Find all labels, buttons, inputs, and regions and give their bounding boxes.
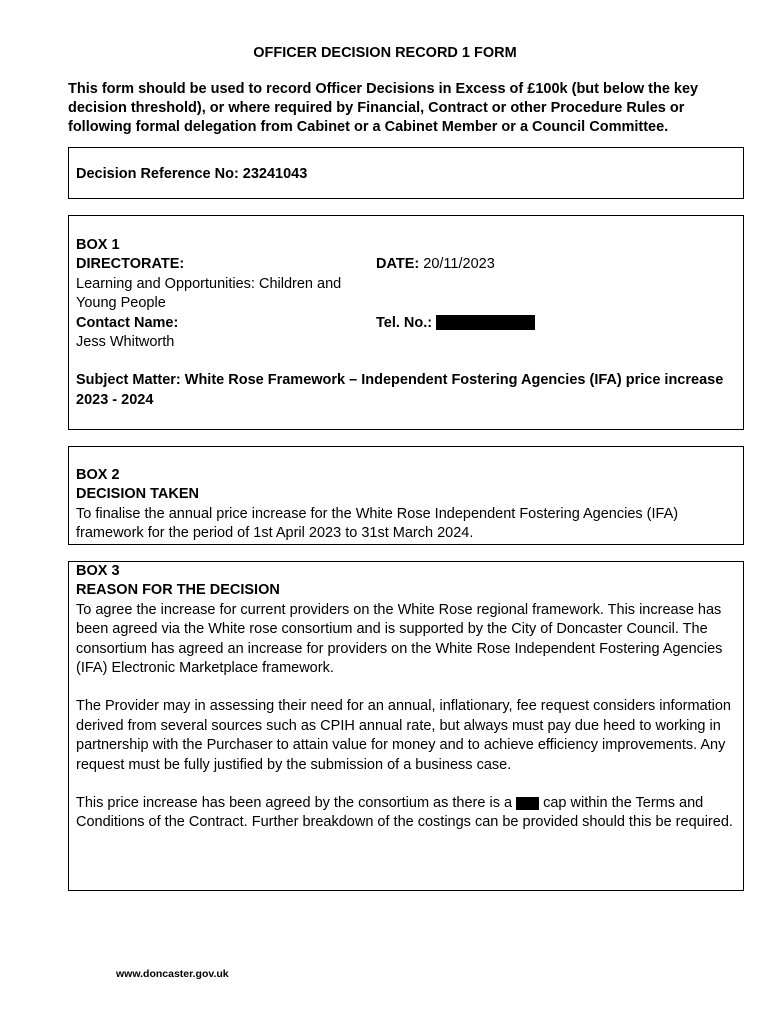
reason-paragraph-3-end: cap within the Terms and Conditions of the Contract. Further breakdown of the costings can be provided should this be required. bbox=[76, 795, 733, 831]
reason-paragraph-1: To agree the increase for current providers on the White Rose regional framework. This increase has been agreed via the White rose consortium and is supported by the City of Doncaster Council. The consortium has agreed an increase for providers on the White Rose Independent Fostering Agencies (IFA) Electronic Marketplace framework. bbox=[76, 601, 723, 677]
reason-paragraph-2: The Provider may in assessing their need for an annual, inflationary, fee request considers information derived from several sources such as CPIH annual rate, but always must pay due heed to working in partnership with the Purchaser to attain value for money and to achieve efficiency improvements. Any request must be fully justified by the submission of a business case. bbox=[76, 698, 731, 773]
contact-name-label: Contact Name: bbox=[76, 314, 179, 331]
decision-taken-text: To finalise the annual price increase for the White Rose Independent Fostering Agencies (IFA) framework for the period of 1st April 2023 to 31st March 2024. bbox=[76, 505, 679, 542]
decision-reference: Decision Reference No: 23241043 bbox=[76, 166, 308, 182]
box-2 bbox=[68, 446, 744, 545]
date-label: DATE: bbox=[376, 256, 420, 273]
directorate-value: Learning and Opportunities: Children and Young People bbox=[76, 275, 342, 312]
cap-redaction bbox=[516, 797, 539, 810]
box-2-heading: BOX 2 bbox=[76, 467, 120, 483]
reason-paragraph-3 bbox=[76, 794, 736, 833]
form-title: OFFICER DECISION RECORD 1 FORM bbox=[253, 45, 517, 61]
directorate-label: DIRECTORATE: bbox=[76, 256, 185, 273]
contact-name-value: Jess Whitworth bbox=[76, 334, 175, 351]
decision-taken-heading: DECISION TAKEN bbox=[76, 486, 199, 503]
tel-redaction bbox=[436, 315, 535, 330]
reason-paragraph-3-start: This price increase has been agreed by the consortium as there is a bbox=[76, 795, 513, 812]
decision-reference-box bbox=[68, 147, 744, 199]
reason-heading: REASON FOR THE DECISION bbox=[76, 582, 280, 599]
box-1-heading: BOX 1 bbox=[76, 237, 120, 253]
tel-label: Tel. No.: bbox=[376, 314, 433, 331]
date-value: 20/11/2023 bbox=[423, 256, 495, 273]
form-intro: This form should be used to record Officer Decisions in Excess of £100k (but below the key decision threshold), or where required by Financial, Contract or other Procedure Rules or following formal delegation from Cabinet or a Cabinet Member or a Council Committee. bbox=[68, 81, 699, 135]
subject-matter: Subject Matter: White Rose Framework – Independent Fostering Agencies (IFA) price increase 2023 - 2024 bbox=[76, 372, 724, 408]
footer-url: www.doncaster.gov.uk bbox=[116, 968, 229, 980]
box-1 bbox=[68, 215, 744, 430]
box-3 bbox=[68, 561, 744, 891]
box-3-heading: BOX 3 bbox=[76, 563, 120, 579]
